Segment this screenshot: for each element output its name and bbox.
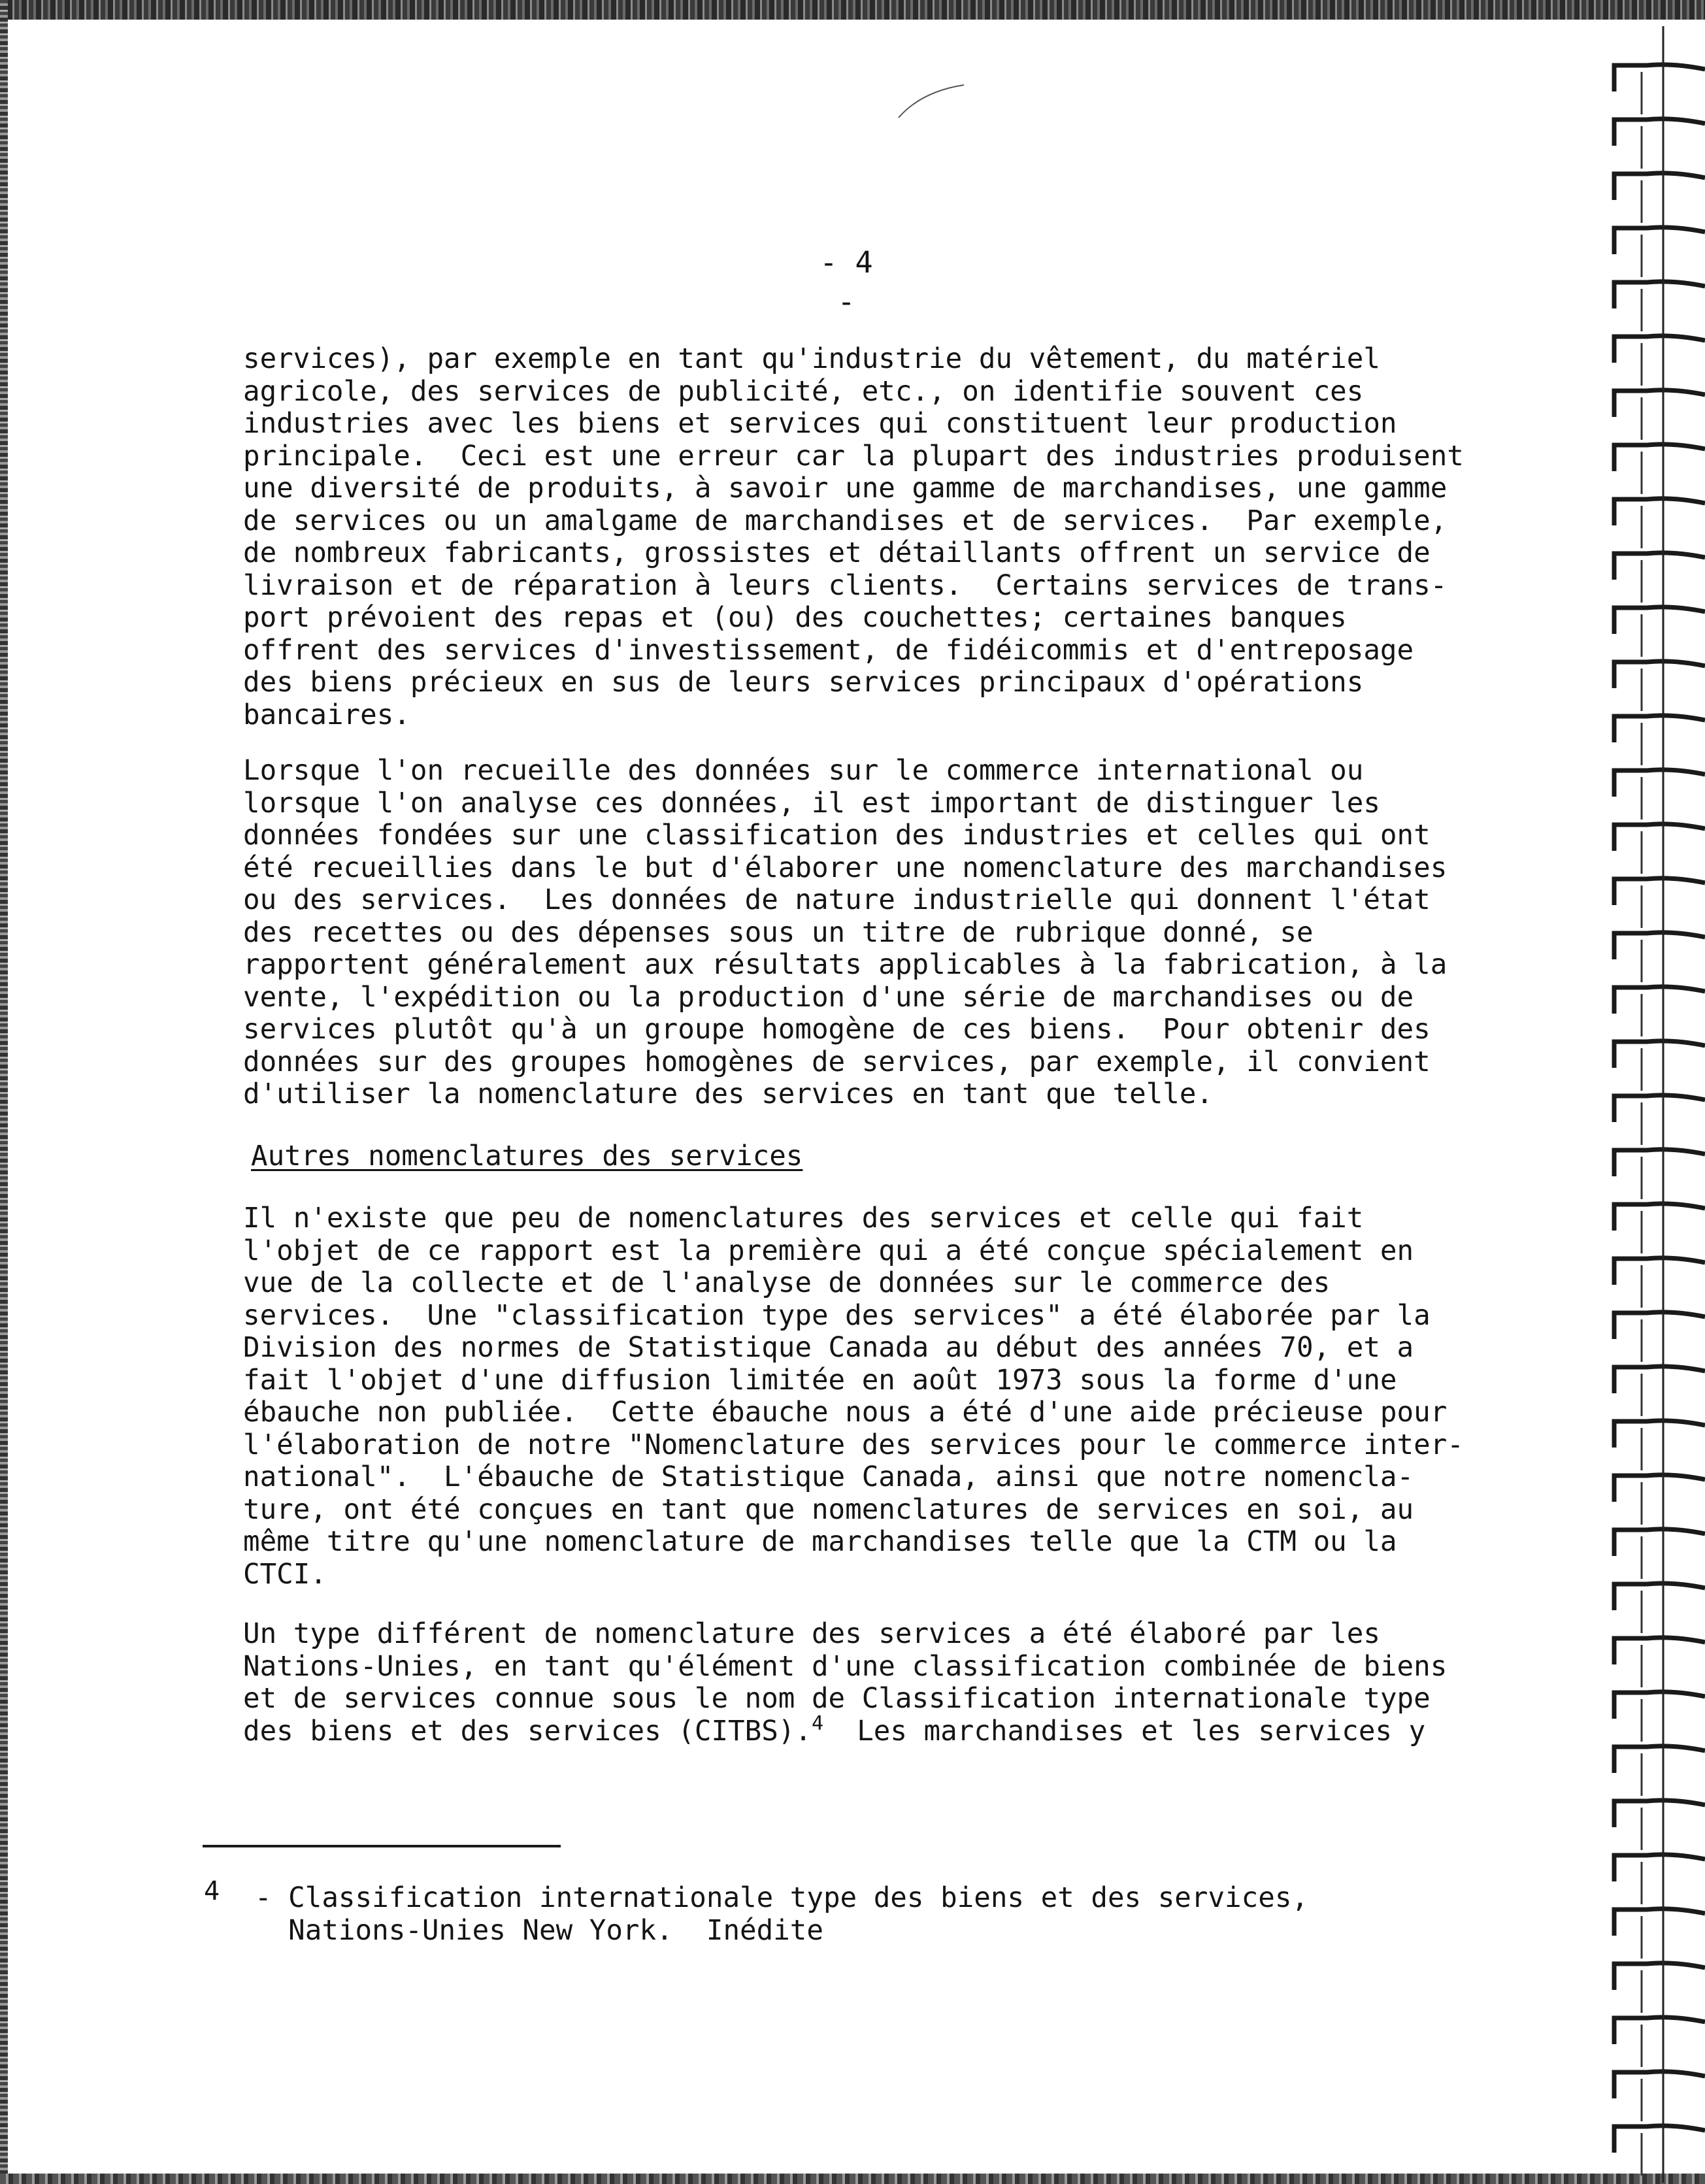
- text-line: l'objet de ce rapport est la première qui a été conçue spécialement en: [243, 1234, 1414, 1267]
- binding-ring: [1614, 444, 1705, 471]
- footnote-marker: 4: [204, 1876, 220, 1906]
- binding-ring: [1614, 770, 1705, 797]
- text-line: principale. Ceci est une erreur car la plupart des industries produisent: [243, 440, 1464, 472]
- footnote-line: Nations-Unies New York. Inédite: [255, 1914, 823, 1947]
- text-line: Division des normes de Statistique Canada au début des années 70, et a: [243, 1332, 1414, 1364]
- binding-ring: [1614, 65, 1705, 91]
- stray-pen-mark: [895, 82, 967, 121]
- text-line: bancaires.: [243, 699, 410, 731]
- binding-ring: [1614, 1855, 1705, 1881]
- binding-ring: [1614, 119, 1705, 146]
- binding-ring: [1614, 1529, 1705, 1556]
- text-line: Nations-Unies, en tant qu'élément d'une classification combinée de biens: [243, 1650, 1448, 1683]
- text-line: Lorsque l'on recueille des données sur le commerce international ou: [243, 755, 1364, 787]
- paragraph-4-last-line-end: Les marchandises et les services y: [823, 1715, 1426, 1747]
- binding-ring: [1614, 1421, 1705, 1448]
- binding-ring: [1614, 1475, 1705, 1502]
- binding-ring: [1614, 1366, 1705, 1393]
- binding-ring: [1614, 1800, 1705, 1827]
- paragraph-4-last-line: [243, 1712, 1426, 1748]
- text-line: des recettes ou des dépenses sous un titre de rubrique donné, se: [243, 916, 1314, 949]
- binding-ring: [1614, 1095, 1705, 1122]
- text-line: fait l'objet d'une diffusion limitée en août 1973 sous la forme d'une: [243, 1364, 1397, 1397]
- text-line: et de services connue sous le nom de Classification internationale type: [243, 1683, 1431, 1715]
- spiral-binding: [1601, 26, 1705, 2183]
- text-line: ébauche non publiée. Cette ébauche nous a été d'une aide précieuse pour: [243, 1397, 1448, 1429]
- text-line: vente, l'expédition ou la production d'une série de marchandises ou de: [243, 981, 1414, 1014]
- text-line: même titre qu'une nomenclature de marchandises telle que la CTM ou la: [243, 1526, 1397, 1558]
- text-line: rapportent généralement aux résultats applicables à la fabrication, à la: [243, 949, 1448, 981]
- section-heading: Autres nomenclatures des services: [251, 1140, 803, 1172]
- footnote-divider: [203, 1845, 561, 1847]
- binding-ring: [1614, 1150, 1705, 1176]
- text-line: services. Une "classification type des services" a été élaborée par la: [243, 1299, 1431, 1332]
- text-line: de services ou un amalgame de marchandises et de services. Par exemple,: [243, 505, 1448, 537]
- scan-left-edge: [0, 0, 8, 2184]
- footnote-reference[interactable]: 4: [811, 1712, 824, 1735]
- binding-ring: [1614, 336, 1705, 363]
- paragraph-4: [243, 1618, 1448, 1715]
- text-line: Il n'existe que peu de nomenclatures des services et celle qui fait: [243, 1202, 1364, 1234]
- text-line: national". L'ébauche de Statistique Canada, ainsi que notre nomencla-: [243, 1461, 1414, 1493]
- text-line: Un type différent de nomenclature des services a été élaboré par les: [243, 1618, 1380, 1650]
- text-line: ou des services. Les données de nature industrielle qui donnent l'état: [243, 884, 1431, 916]
- page-number: - 4 -: [819, 245, 873, 319]
- text-line: ture, ont été conçues en tant que nomenclatures de services en soi, au: [243, 1493, 1414, 1526]
- binding-ring: [1614, 1638, 1705, 1664]
- text-line: données sur des groupes homogènes de services, par exemple, il convient: [243, 1046, 1431, 1078]
- text-line: été recueillies dans le but d'élaborer une nomenclature des marchandises: [243, 852, 1448, 884]
- binding-ring: [1614, 1258, 1705, 1285]
- text-line: services), par exemple en tant qu'industrie du vêtement, du matériel: [243, 343, 1380, 375]
- binding-ring: [1614, 933, 1705, 959]
- binding-ring: [1614, 607, 1705, 634]
- binding-ring: [1614, 1963, 1705, 1990]
- text-line: offrent des services d'investissement, de fidéicommis et d'entreposage: [243, 634, 1414, 667]
- binding-ring: [1614, 878, 1705, 905]
- text-line: de nombreux fabricants, grossistes et détaillants offrent un service de: [243, 537, 1431, 569]
- text-line: port prévoient des repas et (ou) des couchettes; certaines banques: [243, 602, 1347, 634]
- binding-ring: [1614, 1583, 1705, 1610]
- scan-top-edge: [0, 0, 1705, 20]
- binding-ring: [1614, 282, 1705, 308]
- paragraph-1: [243, 343, 1464, 731]
- binding-ring: [1614, 1746, 1705, 1773]
- binding-ring: [1614, 2017, 1705, 2044]
- binding-ring: [1614, 553, 1705, 580]
- text-line: livraison et de réparation à leurs clients. Certains services de trans-: [243, 569, 1448, 602]
- text-line: industries avec les biens et services qui constituent leur production: [243, 408, 1397, 440]
- footnote-text: [255, 1882, 1308, 1947]
- binding-ring: [1614, 1692, 1705, 1719]
- binding-ring: [1614, 824, 1705, 851]
- text-line: lorsque l'on analyse ces données, il est important de distinguer les: [243, 787, 1380, 819]
- paragraph-4-last-line-start: des biens et des services (CITBS).: [243, 1715, 812, 1747]
- binding-ring: [1614, 716, 1705, 742]
- text-line: vue de la collecte et de l'analyse de données sur le commerce des: [243, 1267, 1331, 1299]
- binding-ring: [1614, 2072, 1705, 2098]
- binding-ring: [1614, 1041, 1705, 1068]
- binding-ring: [1614, 2126, 1705, 2153]
- text-line: agricole, des services de publicité, etc., on identifie souvent ces: [243, 375, 1364, 408]
- text-line: l'élaboration de notre "Nomenclature des services pour le commerce inter-: [243, 1429, 1464, 1461]
- footnote-line: - Classification internationale type des biens et des services,: [255, 1882, 1308, 1914]
- binding-ring: [1614, 1204, 1705, 1231]
- text-line: d'utiliser la nomenclature des services en tant que telle.: [243, 1078, 1214, 1110]
- text-line: CTCI.: [243, 1558, 327, 1591]
- paragraph-3: [243, 1202, 1464, 1591]
- text-line: des biens précieux en sus de leurs services principaux d'opérations: [243, 667, 1364, 699]
- binding-ring: [1614, 1909, 1705, 1936]
- scan-bottom-edge: [0, 2174, 1705, 2184]
- binding-ring: [1614, 987, 1705, 1014]
- binding-ring: [1614, 173, 1705, 200]
- text-line: services plutôt qu'à un groupe homogène de ces biens. Pour obtenir des: [243, 1014, 1431, 1046]
- text-line: une diversité de produits, à savoir une gamme de marchandises, une gamme: [243, 472, 1448, 505]
- text-line: données fondées sur une classification des industries et celles qui ont: [243, 819, 1431, 852]
- binding-ring: [1614, 499, 1705, 525]
- binding-ring: [1614, 1312, 1705, 1339]
- binding-ring: [1614, 227, 1705, 254]
- paragraph-2: [243, 755, 1448, 1111]
- binding-ring: [1614, 390, 1705, 417]
- binding-ring: [1614, 661, 1705, 688]
